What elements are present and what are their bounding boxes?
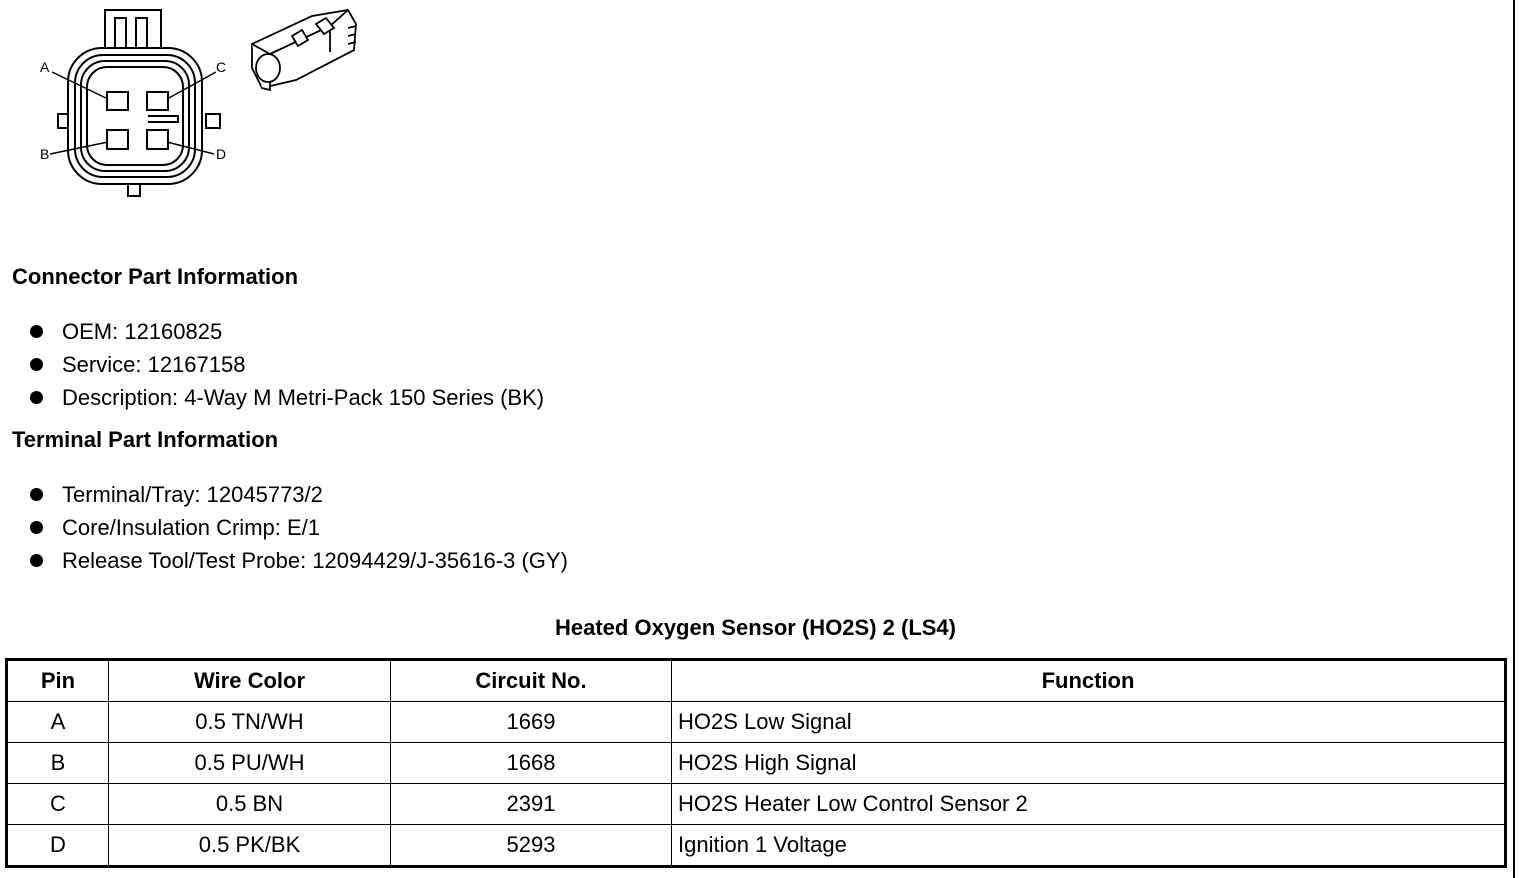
terminal-info-heading: Terminal Part Information [12,427,279,452]
connector-info-heading: Connector Part Information [12,264,299,289]
table-row [7,702,1506,743]
cell-wire-color: 0.5 PU/WH [109,743,391,784]
list-item: Description: 4-Way M Metri-Pack 150 Series (BK) [30,381,544,414]
list-item: Release Tool/Test Probe: 12094429/J-35616-3 (GY) [30,544,568,577]
connector-info-list [30,315,544,414]
cell-pin: B [7,743,109,784]
pin-label-b: B [40,146,50,162]
cell-wire-color: 0.5 TN/WH [109,702,391,743]
page-border-right [1513,0,1515,878]
header-pin: Pin [7,660,109,702]
connector-diagram [30,6,370,202]
table-header-row [7,660,1506,702]
list-item: Service: 12167158 [30,348,544,381]
pin-label-a: A [40,59,50,75]
bullet-icon [30,554,43,567]
cell-wire-color: 0.5 BN [109,784,391,825]
cavity-a [107,92,128,110]
header-function: Function [672,660,1506,702]
pin-table [5,658,1507,868]
pin-label-c: C [216,59,227,75]
bullet-icon [30,358,43,371]
table-row [7,784,1506,825]
list-item: OEM: 12160825 [30,315,544,348]
cavity-d [147,130,168,149]
cell-circuit-no: 5293 [391,825,672,867]
list-item: Core/Insulation Crimp: E/1 [30,511,568,544]
cavity-c [147,92,168,110]
pin-table-title: Heated Oxygen Sensor (HO2S) 2 (LS4) [555,615,956,640]
cell-pin: C [7,784,109,825]
connector-isometric-icon [252,10,356,90]
cell-pin: D [7,825,109,867]
cell-function: HO2S High Signal [672,743,1506,784]
header-wire-color: Wire Color [109,660,391,702]
bullet-icon [30,521,43,534]
bullet-icon [30,488,43,501]
cell-pin: A [7,702,109,743]
bullet-icon [30,325,43,338]
bullet-icon [30,391,43,404]
cavity-b [107,130,128,149]
cell-function: HO2S Low Signal [672,702,1506,743]
cell-function: Ignition 1 Voltage [672,825,1506,867]
terminal-info-list [30,478,568,577]
cell-circuit-no: 1668 [391,743,672,784]
cell-wire-color: 0.5 PK/BK [109,825,391,867]
table-row [7,743,1506,784]
table-row [7,825,1506,867]
list-item: Terminal/Tray: 12045773/2 [30,478,568,511]
cell-circuit-no: 2391 [391,784,672,825]
pin-label-d: D [216,146,227,162]
cell-circuit-no: 1669 [391,702,672,743]
cell-function: HO2S Heater Low Control Sensor 2 [672,784,1506,825]
header-circuit-no: Circuit No. [391,660,672,702]
